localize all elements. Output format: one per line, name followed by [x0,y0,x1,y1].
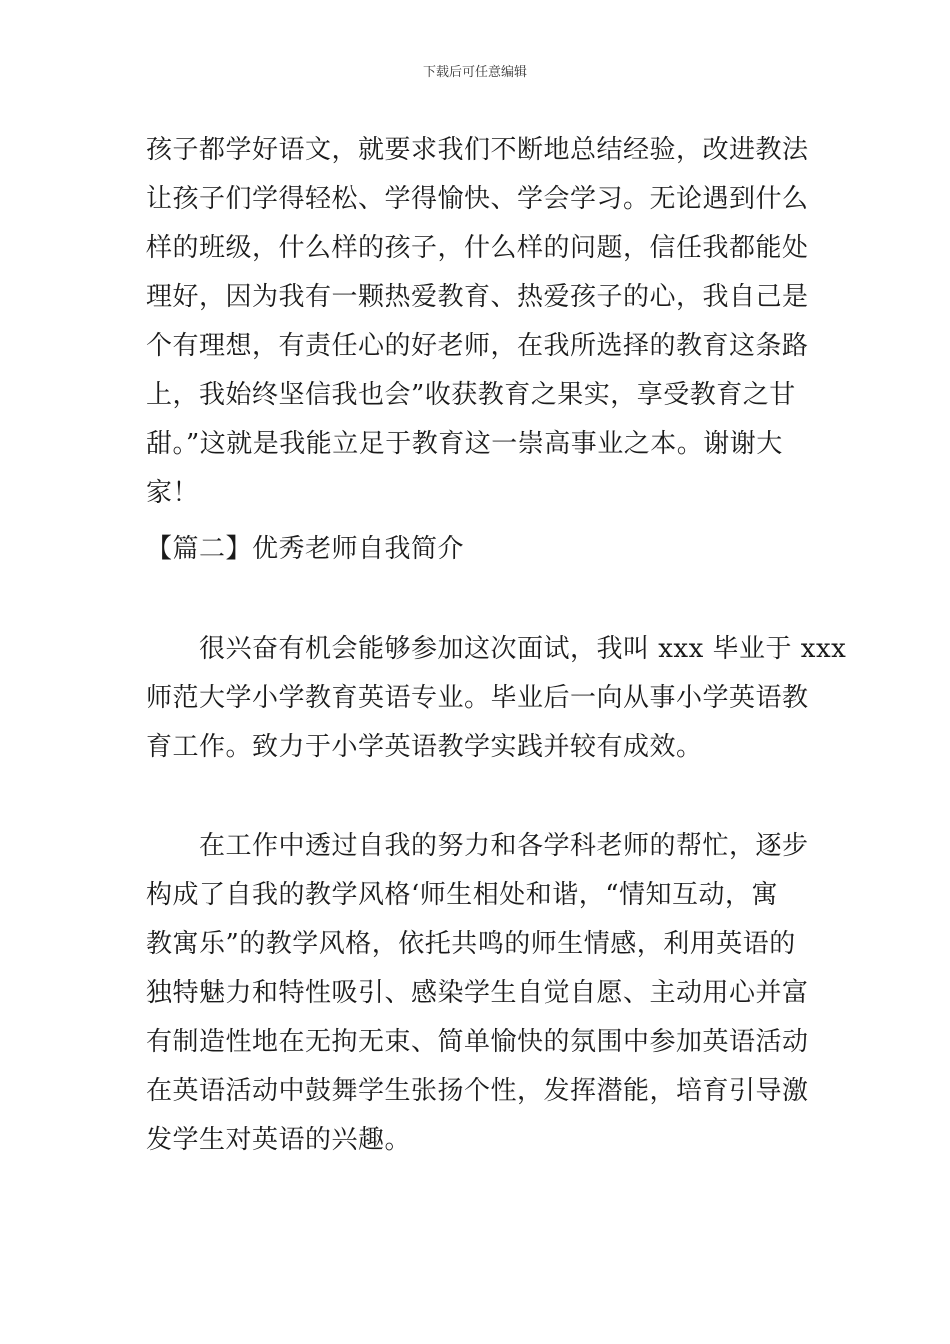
text-line: 很兴奋有机会能够参加这次面试，我叫 xxx 毕业于 xxx [146,634,847,664]
text-line: 孩子都学好语文，就要求我们不断地总结经验，改进教法 [146,135,809,165]
text-line: 独特魅力和特性吸引、感染学生自觉自愿、主动用心并富 [146,978,809,1008]
text-line: 个有理想，有责任心的好老师，在我所选择的教育这条路 [146,331,809,361]
paragraph-introduction [146,625,847,772]
section-heading-container [146,525,810,574]
page-header: 下载后可任意编辑 [422,65,527,80]
text-line: 甜。”这就是我能立足于教育这一崇高事业之本。谢谢大 [146,429,783,459]
text-line: 在英语活动中鼓舞学生张扬个性，发挥潜能，培育引导激 [146,1076,809,1106]
text-line: 家！ [146,478,200,508]
text-line: 发学生对英语的兴趣。 [146,1125,412,1155]
paragraph-closing-speech [146,126,810,518]
text-line: 理好，因为我有一颗热爱教育、热爱孩子的心，我自己是 [146,282,809,312]
text-line: 师范大学小学教育英语专业。毕业后一向从事小学英语教 [146,683,809,713]
text-line: 样的班级，什么样的孩子，什么样的问题，信任我都能处 [146,233,809,263]
paragraph-teaching-style [146,822,810,1165]
text-line: 在工作中透过自我的努力和各学科老师的帮忙，逐步 [146,831,809,861]
text-line: 有制造性地在无拘无束、简单愉快的氛围中参加英语活动 [146,1027,809,1057]
text-line: 育工作。致力于小学英语教学实践并较有成效。 [146,732,703,762]
text-line: 构成了自我的教学风格‘师生相处和谐，“情知互动，寓 [146,880,779,910]
text-line: 教寓乐”的教学风格，依托共鸣的师生情感，利用英语的 [146,929,796,959]
text-line: 上，我始终坚信我也会”收获教育之果实，享受教育之甘 [146,380,796,410]
section-heading: 【篇二】优秀老师自我简介 [146,534,465,564]
text-line: 让孩子们学得轻松、学得愉快、学会学习。无论遇到什么 [146,184,809,214]
